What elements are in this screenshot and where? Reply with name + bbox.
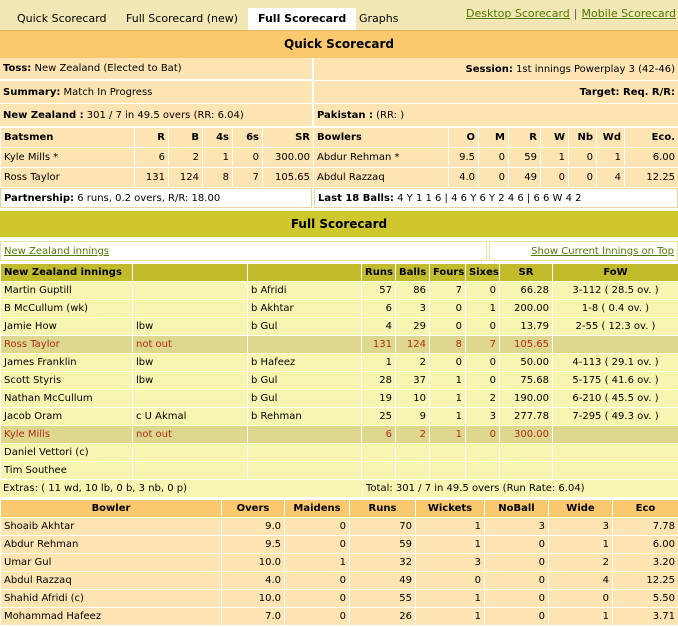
col-bowler — [248, 264, 362, 282]
col-innings: New Zealand innings — [1, 264, 133, 282]
batting-row — [1, 408, 678, 426]
col-r: R — [509, 128, 541, 148]
fours: 0 — [430, 318, 466, 336]
noballs: 0 — [485, 536, 549, 554]
economy: 5.50 — [613, 590, 678, 608]
fours: 1 — [430, 390, 466, 408]
balls: 37 — [396, 372, 430, 390]
bowler: b Akhtar — [248, 300, 362, 318]
bowler-name: Abdul Razzaq — [314, 168, 449, 188]
bowler: b Afridi — [248, 282, 362, 300]
balls: 2 — [396, 354, 430, 372]
bowling-row — [1, 572, 678, 590]
runs: 131 — [362, 336, 396, 354]
col-b: B — [169, 128, 203, 148]
fours: 8 — [430, 336, 466, 354]
bowler-name: Shahid Afridi (c) — [1, 590, 222, 608]
fall-of-wicket — [553, 336, 678, 354]
quick-scorecard-title: Quick Scorecard — [0, 30, 678, 58]
link-separator: | — [574, 7, 578, 20]
strike-rate: 200.00 — [500, 300, 553, 318]
fours: 0 — [430, 300, 466, 318]
col-eco: Eco. — [625, 128, 678, 148]
batsman-name: Martin Guptill — [1, 282, 133, 300]
col-6s: 6s — [233, 128, 263, 148]
balls: 86 — [396, 282, 430, 300]
fall-of-wicket: 5-175 ( 41.6 ov. ) — [553, 372, 678, 390]
quick-batsmen-header — [1, 128, 314, 148]
col-o: O — [449, 128, 479, 148]
bowling-scorecard — [0, 497, 678, 627]
target-cell — [314, 81, 678, 103]
col-runs: Runs — [350, 500, 416, 518]
maidens: 0 — [285, 572, 350, 590]
overs: 9.0 — [222, 518, 285, 536]
col-maidens: Maidens — [285, 500, 350, 518]
noballs: 3 — [485, 518, 549, 536]
bowler: b Gul — [248, 372, 362, 390]
dismissal: lbw — [133, 318, 248, 336]
dismissal — [133, 300, 248, 318]
runs — [362, 444, 396, 462]
sixes: 0 — [466, 426, 500, 444]
quick-bowler-row — [314, 168, 678, 188]
session-cell — [314, 58, 678, 80]
summary-value: Match In Progress — [64, 87, 153, 98]
sixes: 0 — [466, 354, 500, 372]
batsman-name: Nathan McCullum — [1, 390, 133, 408]
bowler: b Gul — [248, 390, 362, 408]
fours: 1 — [430, 408, 466, 426]
wides: 2 — [549, 554, 613, 572]
batsman-sixes: 0 — [233, 148, 263, 168]
bowler-name: Umar Gul — [1, 554, 222, 572]
summary-cell — [0, 81, 312, 103]
col-sixes: Sixes — [466, 264, 500, 282]
bowler-wides: 1 — [597, 148, 625, 168]
overs: 7.0 — [222, 608, 285, 626]
dismissal: lbw — [133, 354, 248, 372]
summary-label: Summary: — [3, 87, 60, 98]
fall-of-wicket: 7-295 ( 49.3 ov. ) — [553, 408, 678, 426]
strike-rate: 50.00 — [500, 354, 553, 372]
wickets: 3 — [416, 554, 485, 572]
bowler-wickets: 1 — [541, 148, 569, 168]
partnership-label: Partnership: — [4, 193, 74, 204]
col-r: R — [135, 128, 169, 148]
balls — [396, 462, 430, 480]
sixes — [466, 462, 500, 480]
batting-row — [1, 390, 678, 408]
maidens: 0 — [285, 536, 350, 554]
dismissal — [133, 390, 248, 408]
col-w: W — [541, 128, 569, 148]
strike-rate: 190.00 — [500, 390, 553, 408]
fours: 7 — [430, 282, 466, 300]
current-innings-link-cell — [489, 241, 678, 261]
target-value: Req. R/R: — [623, 87, 675, 98]
bowler-name: Mohammad Hafeez — [1, 608, 222, 626]
col-m: M — [479, 128, 509, 148]
economy: 3.71 — [613, 608, 678, 626]
innings-links-bar — [0, 241, 678, 263]
fours — [430, 462, 466, 480]
bowler: b Gul — [248, 318, 362, 336]
dismissal: not out — [133, 426, 248, 444]
total-text: Total: 301 / 7 in 49.5 overs (Run Rate: 6.04) — [362, 480, 678, 497]
wickets: 1 — [416, 536, 485, 554]
batsman-sixes: 7 — [233, 168, 263, 188]
target-label: Target: — [580, 87, 620, 98]
strike-rate: 75.68 — [500, 372, 553, 390]
fall-of-wicket — [553, 462, 678, 480]
strike-rate: 66.28 — [500, 282, 553, 300]
overs: 4.0 — [222, 572, 285, 590]
economy: 12.25 — [613, 572, 678, 590]
sixes: 1 — [466, 300, 500, 318]
bowler-overs: 4.0 — [449, 168, 479, 188]
bowler — [248, 462, 362, 480]
desktop-scorecard-link[interactable]: Desktop Scorecard — [466, 7, 570, 20]
col-wickets: Wickets — [416, 500, 485, 518]
strike-rate — [500, 462, 553, 480]
bowler-name: Abdur Rehman — [1, 536, 222, 554]
wickets: 1 — [416, 590, 485, 608]
bowling-row — [1, 590, 678, 608]
wickets: 0 — [416, 572, 485, 590]
maidens: 0 — [285, 518, 350, 536]
sixes: 0 — [466, 318, 500, 336]
col-bowler: Bowler — [1, 500, 222, 518]
col-noball: NoBall — [485, 500, 549, 518]
batsman-fours: 8 — [203, 168, 233, 188]
runs: 6 — [362, 426, 396, 444]
runs: 4 — [362, 318, 396, 336]
view-links — [466, 7, 676, 20]
col-wide: Wide — [549, 500, 613, 518]
dismissal — [133, 444, 248, 462]
batsman-name: Ross Taylor — [1, 168, 135, 188]
quick-bowlers-table — [313, 127, 678, 188]
bowler-eco: 6.00 — [625, 148, 678, 168]
col-runs: Runs — [362, 264, 396, 282]
team1-score-cell — [0, 104, 312, 126]
batsman-name: Daniel Vettori (c) — [1, 444, 133, 462]
batsman-name: B McCullum (wk) — [1, 300, 133, 318]
batting-row — [1, 336, 678, 354]
top-nav — [0, 0, 678, 30]
fours — [430, 444, 466, 462]
batting-table — [0, 263, 678, 480]
session-label: Session: — [466, 64, 513, 75]
batsman-fours: 1 — [203, 148, 233, 168]
fall-of-wicket: 4-113 ( 29.1 ov. ) — [553, 354, 678, 372]
sixes: 3 — [466, 408, 500, 426]
balls: 10 — [396, 390, 430, 408]
partnership-value: 6 runs, 0.2 overs, R/R: 18.00 — [77, 193, 220, 204]
tab-full-scorecard[interactable]: Full Scorecard — [248, 8, 356, 30]
runs: 59 — [350, 536, 416, 554]
balls: 124 — [396, 336, 430, 354]
team2-score-cell — [314, 104, 678, 126]
bowler-noballs: 0 — [569, 148, 597, 168]
quick-bowler-row — [314, 148, 678, 168]
batting-row — [1, 426, 678, 444]
team2-name: Pakistan : — [317, 110, 373, 121]
maidens: 1 — [285, 554, 350, 572]
wides: 4 — [549, 572, 613, 590]
noballs: 0 — [485, 608, 549, 626]
runs: 70 — [350, 518, 416, 536]
quick-batsman-row — [1, 168, 314, 188]
batsman-sr: 300.00 — [263, 148, 314, 168]
partnership-cell — [0, 188, 312, 208]
tab-quick-scorecard[interactable]: Quick Scorecard — [17, 8, 107, 30]
balls: 2 — [396, 426, 430, 444]
batting-row — [1, 444, 678, 462]
batsman-name: Jacob Oram — [1, 408, 133, 426]
bowler-wides: 4 — [597, 168, 625, 188]
bowler-wickets: 0 — [541, 168, 569, 188]
batting-row — [1, 318, 678, 336]
dismissal: lbw — [133, 372, 248, 390]
sixes — [466, 444, 500, 462]
batsman-sr: 105.65 — [263, 168, 314, 188]
sixes: 2 — [466, 390, 500, 408]
toss-cell — [0, 58, 312, 80]
bowling-row — [1, 536, 678, 554]
economy: 7.78 — [613, 518, 678, 536]
col-eco: Eco — [613, 500, 678, 518]
bowler-overs: 9.5 — [449, 148, 479, 168]
strike-rate: 105.65 — [500, 336, 553, 354]
batting-scorecard — [0, 263, 678, 499]
batsman-runs: 131 — [135, 168, 169, 188]
strike-rate: 277.78 — [500, 408, 553, 426]
col-balls: Balls — [396, 264, 430, 282]
bowler-name: Abdur Rehman * — [314, 148, 449, 168]
bowler-name: Abdul Razzaq — [1, 572, 222, 590]
bowling-row — [1, 554, 678, 572]
runs: 49 — [350, 572, 416, 590]
fours: 0 — [430, 354, 466, 372]
innings-link-cell — [0, 241, 487, 261]
strike-rate: 13.79 — [500, 318, 553, 336]
wickets: 1 — [416, 518, 485, 536]
runs: 25 — [362, 408, 396, 426]
batting-row — [1, 354, 678, 372]
runs: 57 — [362, 282, 396, 300]
strike-rate — [500, 444, 553, 462]
mobile-scorecard-link[interactable]: Mobile Scorecard — [582, 7, 677, 20]
balls: 29 — [396, 318, 430, 336]
fall-of-wicket — [553, 444, 678, 462]
fall-of-wicket — [553, 426, 678, 444]
bowler — [248, 444, 362, 462]
col-fow: FoW — [553, 264, 678, 282]
bowler: b Hafeez — [248, 354, 362, 372]
bowler-eco: 12.25 — [625, 168, 678, 188]
sixes: 7 — [466, 336, 500, 354]
wides: 1 — [549, 536, 613, 554]
strike-rate: 300.00 — [500, 426, 553, 444]
col-wd: Wd — [597, 128, 625, 148]
quick-scorecard — [0, 58, 678, 199]
batting-row — [1, 462, 678, 480]
runs: 55 — [350, 590, 416, 608]
noballs: 0 — [485, 590, 549, 608]
batsman-name: Kyle Mills * — [1, 148, 135, 168]
quick-batsmen-table — [0, 127, 314, 188]
tab-full-scorecard-new[interactable]: Full Scorecard (new) — [126, 8, 238, 30]
col-dismissal — [133, 264, 248, 282]
runs — [362, 462, 396, 480]
batsman-balls: 124 — [169, 168, 203, 188]
session-value: 1st innings Powerplay 3 (42-46) — [516, 64, 675, 75]
col-batsmen: Batsmen — [1, 128, 135, 148]
balls — [396, 444, 430, 462]
wickets: 1 — [416, 608, 485, 626]
bowler-runs: 49 — [509, 168, 541, 188]
bowler: b Rehman — [248, 408, 362, 426]
col-sr: SR — [500, 264, 553, 282]
overs: 10.0 — [222, 590, 285, 608]
runs: 26 — [350, 608, 416, 626]
wides: 3 — [549, 518, 613, 536]
last-balls-cell — [314, 188, 678, 208]
noballs: 0 — [485, 572, 549, 590]
last-balls-value: 4 Y 1 1 6 | 4 6 Y 6 Y 2 4 6 | 6 6 W 4 2 — [397, 193, 581, 204]
economy: 6.00 — [613, 536, 678, 554]
batsman-balls: 2 — [169, 148, 203, 168]
batting-row — [1, 300, 678, 318]
team1-score: 301 / 7 in 49.5 overs (RR: 6.04) — [87, 110, 244, 121]
extras-text: Extras: ( 11 wd, 10 lb, 0 b, 3 nb, 0 p) — [0, 480, 360, 497]
batsman-name: Kyle Mills — [1, 426, 133, 444]
fours: 1 — [430, 372, 466, 390]
runs: 28 — [362, 372, 396, 390]
fall-of-wicket: 6-210 ( 45.5 ov. ) — [553, 390, 678, 408]
bowler-noballs: 0 — [569, 168, 597, 188]
runs: 19 — [362, 390, 396, 408]
col-4s: 4s — [203, 128, 233, 148]
batting-row — [1, 282, 678, 300]
toss-value: New Zealand (Elected to Bat) — [34, 63, 181, 74]
batsman-runs: 6 — [135, 148, 169, 168]
bowler-name: Shoaib Akhtar — [1, 518, 222, 536]
team2-score: (RR: ) — [376, 110, 404, 121]
batsman-name: Jamie How — [1, 318, 133, 336]
col-bowlers: Bowlers — [314, 128, 449, 148]
bowling-row — [1, 518, 678, 536]
col-nb: Nb — [569, 128, 597, 148]
runs: 32 — [350, 554, 416, 572]
balls: 9 — [396, 408, 430, 426]
batsman-name: Ross Taylor — [1, 336, 133, 354]
bowler — [248, 336, 362, 354]
runs: 1 — [362, 354, 396, 372]
bowler-maidens: 0 — [479, 148, 509, 168]
bowler-maidens: 0 — [479, 168, 509, 188]
last-balls-label: Last 18 Balls: — [318, 193, 394, 204]
fall-of-wicket: 1-8 ( 0.4 ov. ) — [553, 300, 678, 318]
maidens: 0 — [285, 608, 350, 626]
quick-bowlers-header — [314, 128, 678, 148]
quick-batsman-row — [1, 148, 314, 168]
bowler-runs: 59 — [509, 148, 541, 168]
totals-row — [0, 479, 678, 497]
bowling-table — [0, 499, 678, 626]
maidens: 0 — [285, 590, 350, 608]
col-sr: SR — [263, 128, 314, 148]
batsman-name: Scott Styris — [1, 372, 133, 390]
col-overs: Overs — [222, 500, 285, 518]
overs: 9.5 — [222, 536, 285, 554]
batting-row — [1, 372, 678, 390]
sixes: 0 — [466, 372, 500, 390]
dismissal — [133, 462, 248, 480]
batsman-name: James Franklin — [1, 354, 133, 372]
bowler — [248, 426, 362, 444]
overs: 10.0 — [222, 554, 285, 572]
tab-graphs[interactable]: Graphs — [359, 8, 398, 30]
show-current-innings-link[interactable]: Show Current Innings on Top — [531, 246, 674, 257]
runs: 6 — [362, 300, 396, 318]
sixes: 0 — [466, 282, 500, 300]
wides: 1 — [549, 608, 613, 626]
balls: 3 — [396, 300, 430, 318]
dismissal — [133, 282, 248, 300]
noballs: 0 — [485, 554, 549, 572]
fall-of-wicket: 3-112 ( 28.5 ov. ) — [553, 282, 678, 300]
col-fours: Fours — [430, 264, 466, 282]
economy: 3.20 — [613, 554, 678, 572]
dismissal: not out — [133, 336, 248, 354]
new-zealand-innings-link[interactable]: New Zealand innings — [4, 246, 109, 257]
full-scorecard-title: Full Scorecard — [0, 211, 678, 237]
bowling-header-row — [1, 500, 678, 518]
team1-name: New Zealand : — [3, 110, 84, 121]
bowling-row — [1, 608, 678, 626]
fall-of-wicket: 2-55 ( 12.3 ov. ) — [553, 318, 678, 336]
dismissal: c U Akmal — [133, 408, 248, 426]
fours: 1 — [430, 426, 466, 444]
wides: 0 — [549, 590, 613, 608]
toss-label: Toss: — [3, 63, 31, 74]
batting-header-row — [1, 264, 678, 282]
batsman-name: Tim Southee — [1, 462, 133, 480]
